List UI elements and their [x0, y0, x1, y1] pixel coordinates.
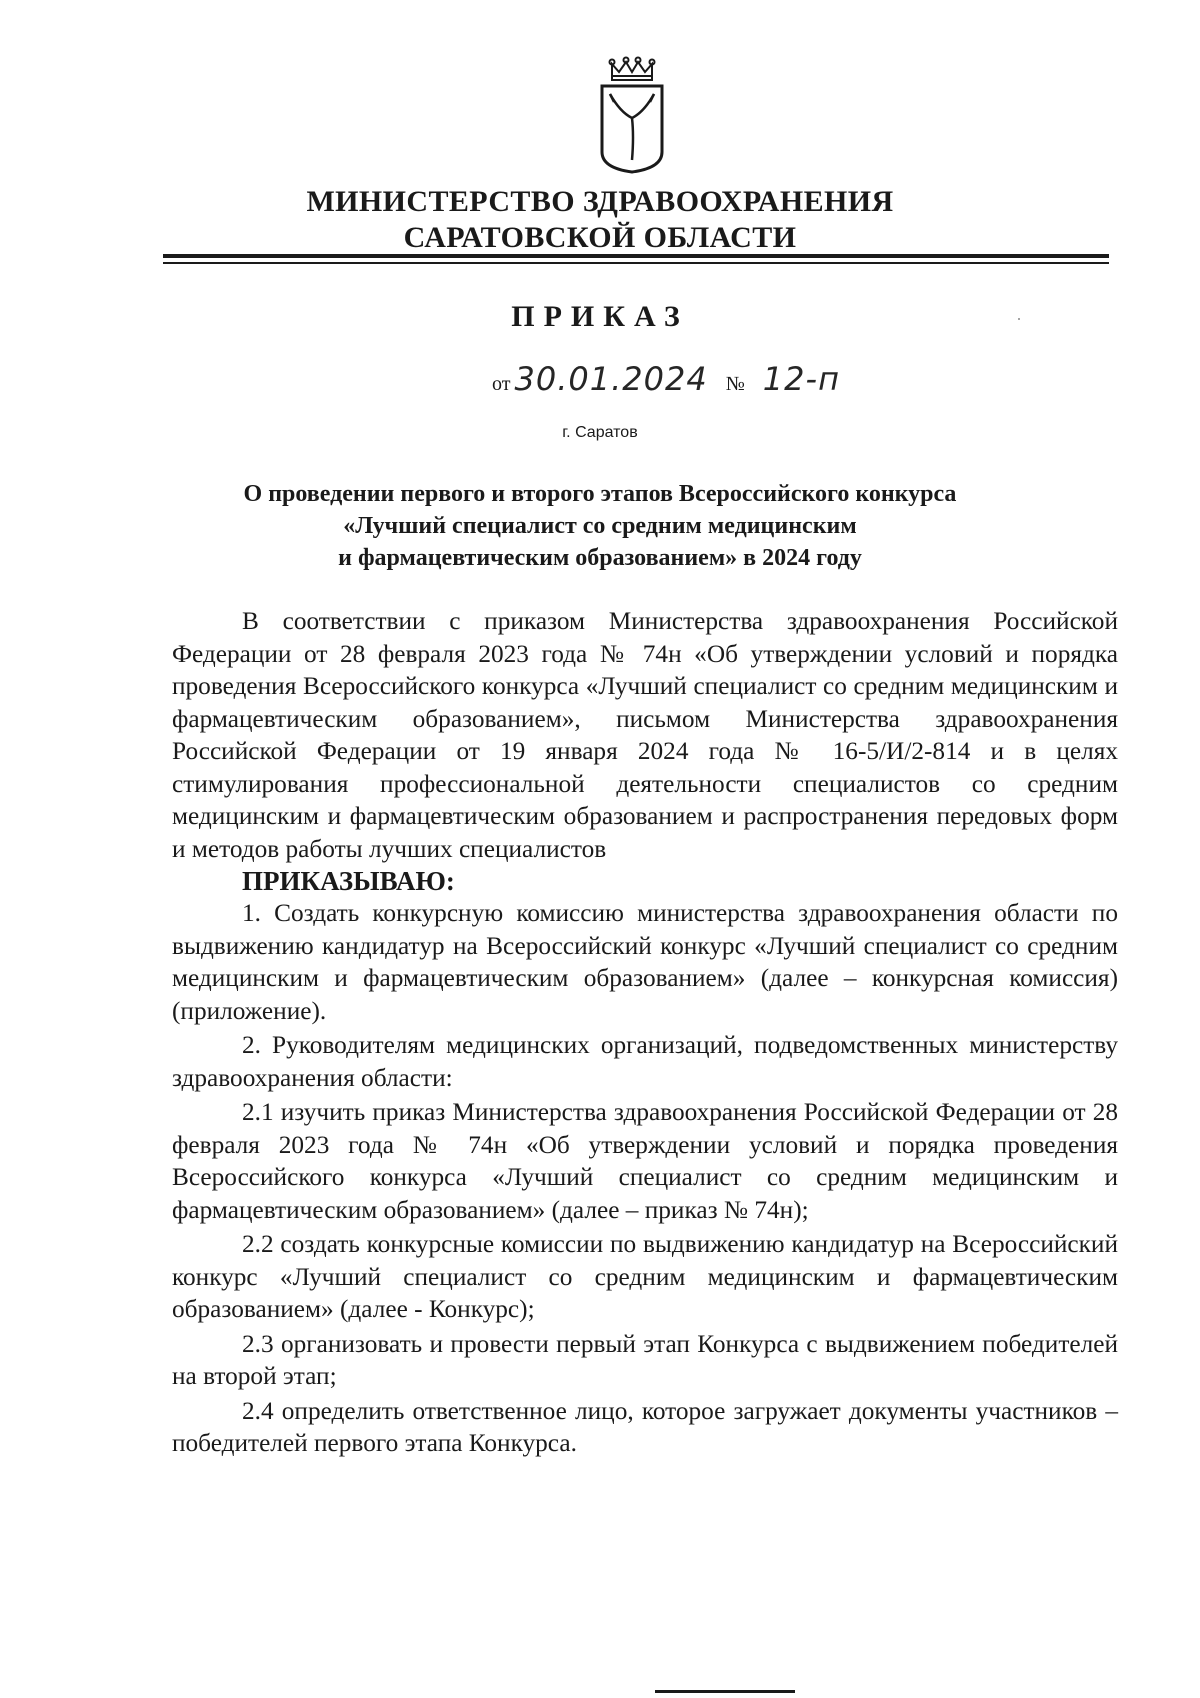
order-number-handwritten: 12-п	[762, 360, 840, 398]
date-prefix: от	[492, 373, 511, 395]
order-date-handwritten: 30.01.2024	[514, 360, 708, 398]
number-prefix: №	[725, 373, 745, 395]
item-2-2-paragraph: 2.2 создать конкурсные комиссии по выдвижению кандидатур на Всероссийский конкурс «Лучший специалист со средним медицинским и фармацевтическим образованием» (далее - Конкурс);	[172, 1230, 1118, 1323]
item-2-3-paragraph: 2.3 организовать и провести первый этап Конкурса с выдвижением победителей на второй этап;	[172, 1329, 1118, 1390]
preamble-paragraph: В соответствии с приказом Министерства здравоохранения Российской Федерации от 28 февраля 2023 года № 74н «Об утверждении условий и порядка проведения Всероссийского конкурса «Лучший специалист со средним медицинским и фармацевтическим образованием», письмом Министерства здравоохранения Российской Федерации от 19 января 2024 года № 16-5/И/2-814 и в целях стимулирования профессиональной деятельности специалистов со средним медицинским и фармацевтическим образованием и распространения передовых форм и методов работы лучших специалистов	[172, 607, 1118, 863]
title-line-2: «Лучший специалист со средним медицинским	[343, 513, 857, 539]
order-date-number-line	[492, 360, 840, 404]
issue-city: г. Саратов	[562, 424, 638, 441]
title-line-1: О проведении первого и второго этапов Всероссийского конкурса	[243, 481, 957, 507]
document-type-heading: ПРИКАЗ	[511, 300, 689, 333]
title-line-3: и фармацевтическим образованием» в 2024 году	[338, 545, 862, 571]
item-1-paragraph: 1. Создать конкурсную комиссию министерства здравоохранения области по выдвижению кандидатур на Всероссийский конкурс «Лучший специалист со средним медицинским и фармацевтическим образованием» (далее – конкурсная комиссия) (приложение).	[172, 899, 1118, 1025]
saratov-coat-of-arms-emblem	[598, 56, 666, 174]
order-heading: ПРИКАЗЫВАЮ:	[242, 866, 455, 896]
page-bottom-mark	[655, 1690, 795, 1693]
item-2-1-paragraph: 2.1 изучить приказ Министерства здравоохранения Российской Федерации от 28 февраля 2023 года № 74н «Об утверждении условий и порядка проведения Всероссийского конкурса «Лучший специалист со средним медицинским и фармацевтическим образованием» (далее – приказ № 74н);	[172, 1098, 1118, 1224]
order-body	[172, 605, 1118, 1460]
ministry-line-1: МИНИСТЕРСТВО ЗДРАВООХРАНЕНИЯ	[306, 185, 894, 218]
item-2-4-paragraph: 2.4 определить ответственное лицо, которое загружает документы участников – победителей первого этапа Конкурса.	[172, 1396, 1118, 1457]
header-divider-thin	[163, 262, 1109, 264]
ministry-line-2: САРАТОВСКОЙ ОБЛАСТИ	[403, 221, 797, 254]
ministry-name	[0, 184, 1200, 256]
order-title	[150, 478, 1050, 574]
item-2-paragraph: 2. Руководителям медицинских организаций, подведомственных министерству здравоохранения области:	[172, 1031, 1118, 1092]
header-divider-thick	[163, 254, 1109, 258]
